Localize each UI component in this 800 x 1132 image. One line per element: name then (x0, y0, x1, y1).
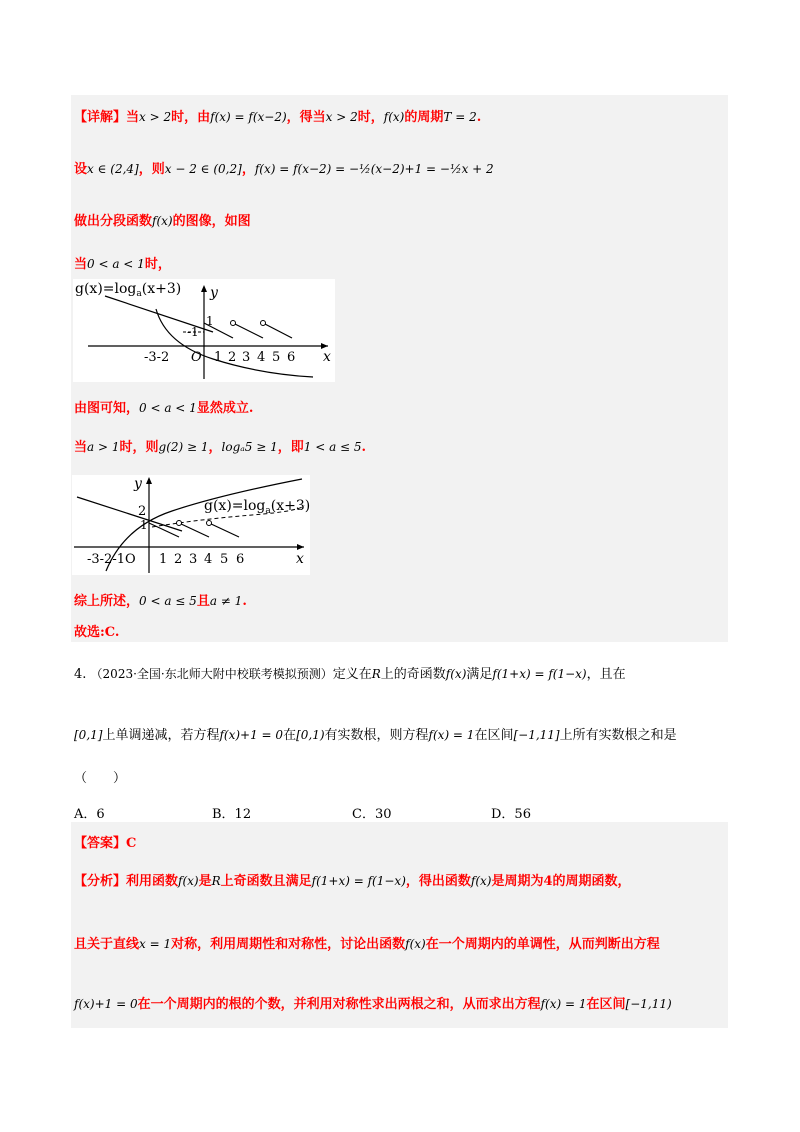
graph1-func-label: $g(x)=\log_a(x+3)$ (75, 281, 182, 299)
graph1-tick-3: 3 (242, 350, 251, 365)
answer-label: 【答案】C (74, 836, 137, 851)
option-d: D．56 (491, 807, 531, 822)
graph2-func-label: $g(x)=\log_a(x+3)$ (204, 498, 310, 516)
solution-line-8: 故选:C. (74, 625, 120, 640)
option-b: B．12 (212, 807, 252, 822)
graph1-left-ticks: -3-2 (144, 350, 170, 365)
graph1-y-label: y (210, 285, 218, 301)
graph2-tick-2: 2 (174, 552, 183, 567)
graph1-one: 1 (206, 314, 214, 328)
graph1-tick-5: 5 (272, 350, 281, 365)
graph1-tick-2: 2 (228, 350, 237, 365)
solution-line-4: 当0 < a < 1时， (74, 257, 171, 272)
solution-line-7: 综上所述，0 < a ≤ 5且a ≠ 1. (74, 594, 247, 609)
graph1-origin: O (191, 350, 202, 365)
graph2-tick-4: 4 (204, 552, 213, 567)
question-paren: （ ） (74, 771, 127, 786)
analysis-line-1: 【分析】利用函数f(x)是R上奇函数且满足f(1+x) = f(1−x)，得出函数f(x)是周期为4的周期函数， (74, 874, 631, 889)
graph-a-gt-1 (72, 475, 310, 575)
graph1-neg1: -1 (187, 325, 199, 339)
solution-line-2: 设x ∈ (2,4]，则x − 2 ∈ (0,2]，f(x) = f(x−2) = −½(x−2)+1 = −½x + 2 (74, 162, 494, 177)
solution-line-1: 【详解】当x > 2时，由f(x) = f(x−2)，得当x > 2时，f(x)的周期T = 2. (74, 110, 482, 125)
question-line-1: 4. （2023·全国·东北师大附中校联考模拟预测）定义在R上的奇函数f(x)满足f(1+x) = f(1−x)，且在 (74, 667, 626, 682)
graph2-tick-5: 5 (220, 552, 229, 567)
option-c: C．30 (352, 807, 392, 822)
question-line-2: [0,1]上单调递减，若方程f(x)+1 = 0在[0,1)有实数根，则方程f(x) = 1在区间[−1,11]上所有实数根之和是 (74, 728, 677, 743)
graph1-tick-1: 1 (214, 350, 223, 365)
graph2-origin-ticks: -3-2-1O (87, 552, 136, 567)
solution-line-3: 做出分段函数f(x)的图像，如图 (74, 214, 251, 229)
graph2-y-label: y (134, 476, 142, 492)
graph1-tick-4: 4 (257, 350, 266, 365)
graph1-tick-6: 6 (287, 350, 296, 365)
graph2-tick-3: 3 (189, 552, 198, 567)
graph2-two: 2 (138, 504, 147, 519)
graph2-x-label: x (296, 551, 304, 567)
analysis-line-3: f(x)+1 = 0在一个周期内的根的个数，并利用对称性求出两根之和，从而求出方程f(x) = 1在区间[−1,11) (74, 997, 672, 1012)
solution-line-5: 由图可知，0 < a < 1显然成立. (74, 401, 254, 416)
graph2-one: 1 (140, 518, 148, 532)
graph2-tick-6: 6 (236, 552, 245, 567)
solution-line-6: 当a > 1时，则g(2) ≥ 1，logₐ5 ≥ 1，即1 < a ≤ 5. (74, 440, 367, 455)
graph-0-a-1 (73, 279, 335, 382)
graph1-x-label: x (323, 349, 331, 365)
option-a: A．6 (74, 807, 105, 822)
graph2-tick-1: 1 (159, 552, 168, 567)
analysis-line-2: 且关于直线x = 1对称，利用周期性和对称性，讨论出函数f(x)在一个周期内的单调性，从而判断出方程 (74, 937, 660, 952)
